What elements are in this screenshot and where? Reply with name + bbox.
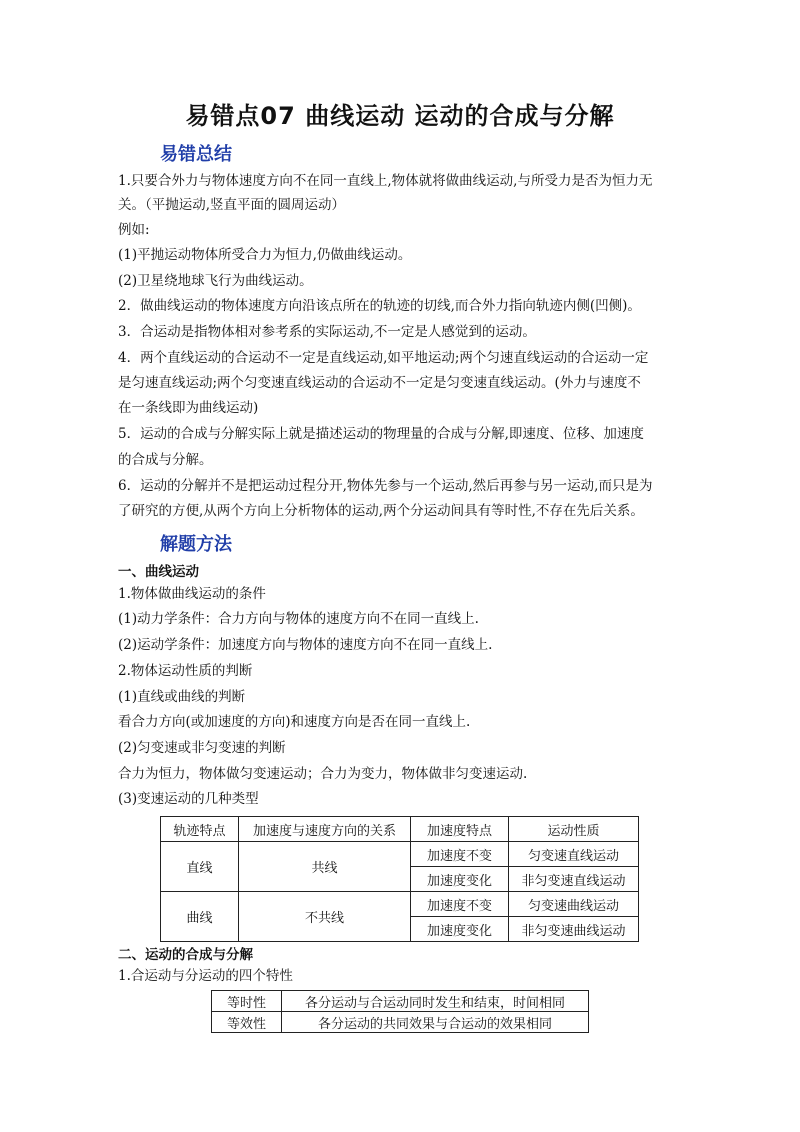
table-cell-accel: 加速度不变 (411, 892, 509, 917)
method-line: 看合力方向(或加速度的方向)和速度方向是否在同一直线上. (118, 714, 471, 730)
table-cell-accel: 加速度不变 (411, 842, 509, 867)
summary-line: 关。（平抛运动,竖直平面的圆周运动） (118, 197, 346, 213)
table-cell-property-desc: 各分运动的共同效果与合运动的效果相同 (282, 1012, 589, 1033)
method-line: (2)匀变速或非匀变速的判断 (118, 740, 286, 756)
summary-line: 了研究的方便,从两个方向上分析物体的运动,两个分运动间具有等时性,不存在先后关系。 (118, 503, 644, 519)
table-row (212, 1012, 589, 1033)
summary-line: 2．做曲线运动的物体速度方向沿该点所在的轨迹的切线,而合外力指向轨迹内侧(凹侧)。 (118, 298, 641, 314)
table-row (161, 892, 639, 917)
table-header-cell: 轨迹特点 (161, 817, 239, 842)
table-cell-accel: 加速度变化 (411, 867, 509, 892)
method-line: 1.合运动与分运动的四个特性 (118, 968, 293, 984)
method-line: (2)运动学条件：加速度方向与物体的速度方向不在同一直线上. (118, 637, 493, 653)
subsection-heading-composition: 二、运动的合成与分解 (118, 947, 253, 963)
table-row (161, 842, 639, 867)
properties-table (211, 990, 589, 1033)
table-cell-nature: 非匀变速曲线运动 (509, 917, 639, 942)
summary-line: (1)平抛运动物体所受合力为恒力,仍做曲线运动。 (118, 247, 412, 263)
table-header-cell: 运动性质 (509, 817, 639, 842)
motion-types-table (160, 816, 639, 942)
section-heading-summary: 易错总结 (160, 144, 232, 165)
summary-line: 6．运动的分解并不是把运动过程分开,物体先参与一个运动,然后再参与另一运动,而只是为 (118, 478, 653, 494)
table-header-cell: 加速度与速度方向的关系 (239, 817, 411, 842)
summary-line: 的合成与分解。 (118, 452, 213, 468)
summary-line: (2)卫星绕地球飞行为曲线运动。 (118, 273, 313, 289)
table-cell-relation: 不共线 (239, 892, 411, 942)
table-cell-nature: 匀变速曲线运动 (509, 892, 639, 917)
table-header-cell: 加速度特点 (411, 817, 509, 842)
section-heading-methods: 解题方法 (160, 534, 232, 555)
summary-line: 在一条线即为曲线运动) (118, 400, 259, 416)
table-cell-nature: 匀变速直线运动 (509, 842, 639, 867)
summary-line: 4．两个直线运动的合运动不一定是直线运动,如平地运动;两个匀速直线运动的合运动一定 (118, 350, 649, 366)
summary-line: 5．运动的合成与分解实际上就是描述运动的物理量的合成与分解,即速度、位移、加速度 (118, 426, 644, 442)
table-cell-property-desc: 各分运动与合运动同时发生和结束，时间相同 (282, 991, 589, 1012)
table-cell-property-name: 等效性 (212, 1012, 282, 1033)
table-cell-nature: 非匀变速直线运动 (509, 867, 639, 892)
table-cell-trajectory: 曲线 (161, 892, 239, 942)
summary-line: 是匀速直线运动;两个匀变速直线运动的合运动不一定是匀变速直线运动。(外力与速度不 (118, 375, 641, 391)
method-line: (1)动力学条件：合力方向与物体的速度方向不在同一直线上. (118, 611, 479, 627)
summary-line: 例如: (118, 222, 150, 238)
table-cell-trajectory: 直线 (161, 842, 239, 892)
subsection-heading-curvilinear: 一、曲线运动 (118, 564, 199, 580)
summary-line: 1.只要合外力与物体速度方向不在同一直线上,物体就将做曲线运动,与所受力是否为恒力无 (118, 173, 653, 189)
table-cell-relation: 共线 (239, 842, 411, 892)
method-line: (3)变速运动的几种类型 (118, 791, 259, 807)
table-cell-accel: 加速度变化 (411, 917, 509, 942)
method-line: 1.物体做曲线运动的条件 (118, 586, 266, 602)
method-line: (1)直线或曲线的判断 (118, 689, 246, 705)
method-line: 合力为恒力，物体做匀变速运动；合力为变力，物体做非匀变速运动. (118, 766, 528, 782)
method-line: 2.物体运动性质的判断 (118, 663, 253, 679)
table-cell-property-name: 等时性 (212, 991, 282, 1012)
table-header-row (161, 817, 639, 842)
summary-line: 3．合运动是指物体相对参考系的实际运动,不一定是人感觉到的运动。 (118, 324, 536, 340)
table-row (212, 991, 589, 1012)
page-title: 易错点07 曲线运动 运动的合成与分解 (185, 102, 615, 130)
